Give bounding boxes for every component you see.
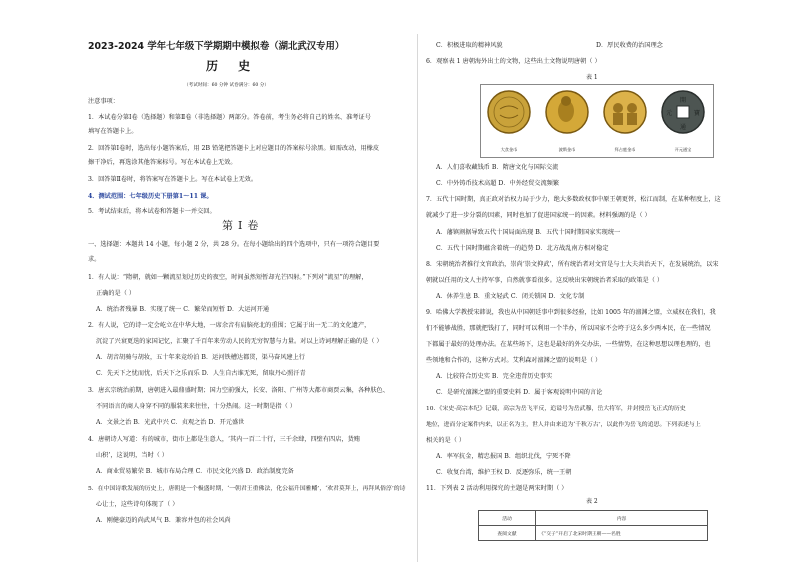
option-line: C．先天下之忧而忧，后天下之乐而乐 D．人生自古谁无死，留取丹心照汗青: [96, 370, 306, 377]
option-line: A．人们喜收藏钱币 B．隋唐文化与国际交流: [436, 164, 559, 171]
question-line: 不同语言的商人身穿不同的服装来来往往，十分热闹。这一时期是指（ ）: [96, 403, 296, 410]
option-line: A．统治者残暴 B．实现了统一 C．繁荣而短暂 D．大运河开通: [96, 306, 270, 313]
coin-cell: [541, 89, 593, 153]
question-line: 地位，进而分定案件内来，以正名为主，世人并由来追为‘千秋万古’，以此作为岳飞的追思。下列表述与上: [426, 422, 701, 428]
option-line: A．胡音胡骑与胡妆，五十年来竞纷泊 B．运河铁槽达都贯，渠马奋风建上行: [96, 354, 305, 361]
option-line: C．五代十国时期蕴含着统一的趋势 D．北方战乱南方相对稳定: [436, 245, 609, 252]
coin-cell: [599, 89, 651, 153]
question-line: 7．五代十国时期，真正政对治权力局于少力，绝大多数政权事中原王朝更替，松江而制，在某种程度上，这: [426, 196, 721, 203]
persian-coin-image: [544, 89, 590, 135]
column-divider: [417, 34, 418, 562]
exam-info: （考试时间：60 分钟 试卷满分：60 分）: [184, 83, 269, 88]
coin-label: 波斯金币: [558, 147, 576, 152]
question-line: 相关的是（ ）: [426, 437, 466, 444]
question-line: 2．有人说，它的诗一定会屹立在中华大地，一席余音有肩脑亮北的重围；它属于出一无二的文化遗产，: [88, 322, 371, 329]
option-line: C．收复台湾，维护王权 D．反逐弥乐，统一王朝: [436, 469, 572, 476]
coin-label: 大食金币: [500, 147, 518, 152]
option-line: C．积极进取的精神风貌: [436, 42, 503, 49]
question-line: 1．有人说：“隋朝，就如一颗流星划过历史的夜空，时间虽然短暂却光芒四射。”下列对“流星”的理解，: [88, 274, 368, 281]
coin-label: 开元通宝: [674, 147, 692, 152]
coin-label: 拜占庭金币: [614, 147, 636, 152]
instructions-line: 求。: [88, 256, 101, 263]
option-line: A．比较符合历史实 B．完全违背历史事实: [436, 373, 553, 380]
question-line: 3．唐玄宗统治前期，唐朝进入最鼎盛时期；国力空前强大，长安、洛阳、广州等大都市商贾云集，各种肤色、: [88, 387, 389, 394]
table-header-row: [479, 511, 708, 526]
svg-text:通: 通: [679, 124, 687, 131]
question-line: 沉淀了兴衰更迭的家国记忆，汇聚了千百年来劳动人民的无穷智慧与力量。对以上诗词理解正确的是（ ）: [96, 338, 383, 345]
svg-text:寶: 寶: [693, 110, 701, 117]
option-line: D．厚民收费的治国理念: [596, 42, 663, 49]
question-line: 正确的是（ ）: [96, 290, 136, 297]
option-line: C．是研究澶渊之盟的重要史料 D．属于客观说明中国的言论: [436, 389, 603, 396]
gold-coin-image: [486, 89, 532, 135]
question-line: 6．观察表 1 唐朝海外出土的文物，这些出土文物说明唐朝（ ）: [426, 58, 601, 65]
exam-title: 2023-2024 学年七年级下学期期中模拟卷（湖北武汉专用）: [88, 41, 345, 52]
coin-cell: [483, 89, 535, 153]
option-line: A．率军抗金，精忠报国 B．组织北伐，宁死不降: [436, 453, 571, 460]
note-line: 3．回答第Ⅱ卷时，将答案写在答题卡上。写在本试卷上无效。: [88, 176, 258, 183]
question-line: 8．宋朝统治者推行文官政治，崇尚‘崇文抑武’，所有统治者对文官是与士大夫共治天下，在发展统治，以宋: [426, 261, 719, 268]
notes-heading: 注意事项：: [88, 98, 119, 105]
question-line: 们不能够战胜，那就把钱打了，同时可以利用一个半办，所以国家不会垮于这么多少两本民，在一些情况: [426, 325, 711, 332]
option-line: A．休养生息 B．重文轻武 C．闭关锁国 D．文化专制: [436, 293, 585, 300]
option-line: A．刚健豪迈的尚武风气 B．兼容并包的社会风尚: [96, 517, 231, 524]
coin-table: [480, 84, 714, 158]
table-header-cell: 活动: [479, 511, 536, 526]
note-line: 1．本试卷分第Ⅰ卷（选择题）和第Ⅱ卷（非选择题）两部分。答卷前，考生务必将自己的姓名、准考证号: [88, 114, 371, 121]
option-line: C．中外铸币技术高超 D．中外经贸交流频繁: [436, 180, 560, 187]
kaiyuan-coin-image: [660, 89, 706, 135]
option-line: A．藩镇割据导致五代十国局面出现 B．五代十国时期国家实现统一: [436, 229, 621, 236]
question-line: 朝就以任用的文人主持军事，自然就事看很多。这反映出宋朝统治者采取的政策是（ ）: [426, 277, 664, 284]
question-line: 4．唐朝诗人写道：有的城市，街市上都是生意人，‘其内一百二十行，三千余肆，四壁有四店，货贿: [88, 436, 360, 443]
option-line: A．商业贸易繁荣 B．城市布局合理 C．市民文化兴盛 D．政治制度完备: [96, 468, 294, 475]
question-line: 10．《宋史·高宗本纪》记载，高宗为岳飞平反，追谥号为岳武穆，岳大将军，并封授岳飞正式的历史: [426, 406, 686, 412]
note-line: 2．回答第Ⅰ卷时，选出每小题答案后，用 2B 铅笔把答题卡上对应题目的答案标号涂黑。如需改动，用橡皮: [88, 145, 380, 152]
note-line: 5．考试结束后，将本试卷和答题卡一并交回。: [88, 208, 216, 215]
question-line: 9．哈佛大学教授宋韩说，我也从中国朝廷事中到很多经验，比如 1005 年的澶渊之盟，立威权在我们，我: [426, 309, 716, 316]
question-line: 11．下列表 2 活动利用探究的主题是两宋时期（ ）: [426, 485, 568, 492]
table-header-cell: 内容: [536, 511, 708, 526]
table-cell: 《“交子”开启了北宋时期王朝——名胜: [536, 526, 708, 541]
question-line: 就减少了进一步分裂的因素，同时也加了促进国家统一的因素。材料强调的是（ ）: [426, 212, 651, 219]
question-line: 山积’，这说明，当时（ ）: [96, 452, 168, 459]
table1-caption: 表 1: [586, 74, 598, 81]
activity-table: [478, 510, 708, 541]
volume-heading: 第Ⅰ卷: [222, 219, 264, 232]
instructions-line: 一、选择题：本题共 14 小题，每小题 2 分，共 28 分。在每小题给出的四个选项中，只有一项符合题目要: [88, 241, 380, 248]
table-cell: 查阅文献: [479, 526, 536, 541]
coin-cell: [657, 89, 709, 153]
question-line: 5．在中国诗歌发展的历史上，唐朝是一个极盛时期，‘一朝君王重佛法，化公福升国雅幡’，‘欢君莫拜上，再拜风俗淳’的诗: [88, 486, 406, 492]
question-line: 下都属于最好的处理办法。在某些场下，这也是最好的外交办法，一些情势，在这种思想以理也理的，也: [426, 341, 711, 348]
note-line: 填写在答题卡上。: [88, 128, 138, 135]
byzantine-coin-image: [602, 89, 648, 135]
table2-caption: 表 2: [586, 498, 598, 505]
question-line: 些领地和合作的，这种方式对。艾利森对澶渊之盟的说明是（ ）: [426, 357, 602, 364]
note-line: 擦干净后，再选涂其他答案标号。写在本试卷上无效。: [88, 159, 237, 166]
option-line: A．文景之治 B．光武中兴 C．贞观之治 D．开元盛世: [96, 419, 245, 426]
question-line: 心让士，这些诗句体现了（ ）: [96, 501, 179, 508]
svg-text:開: 開: [679, 97, 687, 104]
subject-title: 历 史: [206, 59, 259, 73]
svg-text:元: 元: [665, 110, 673, 117]
note-scope: 4．测试范围：七年级历史下册第1～11 课。: [88, 193, 213, 200]
table-row: [479, 526, 708, 541]
